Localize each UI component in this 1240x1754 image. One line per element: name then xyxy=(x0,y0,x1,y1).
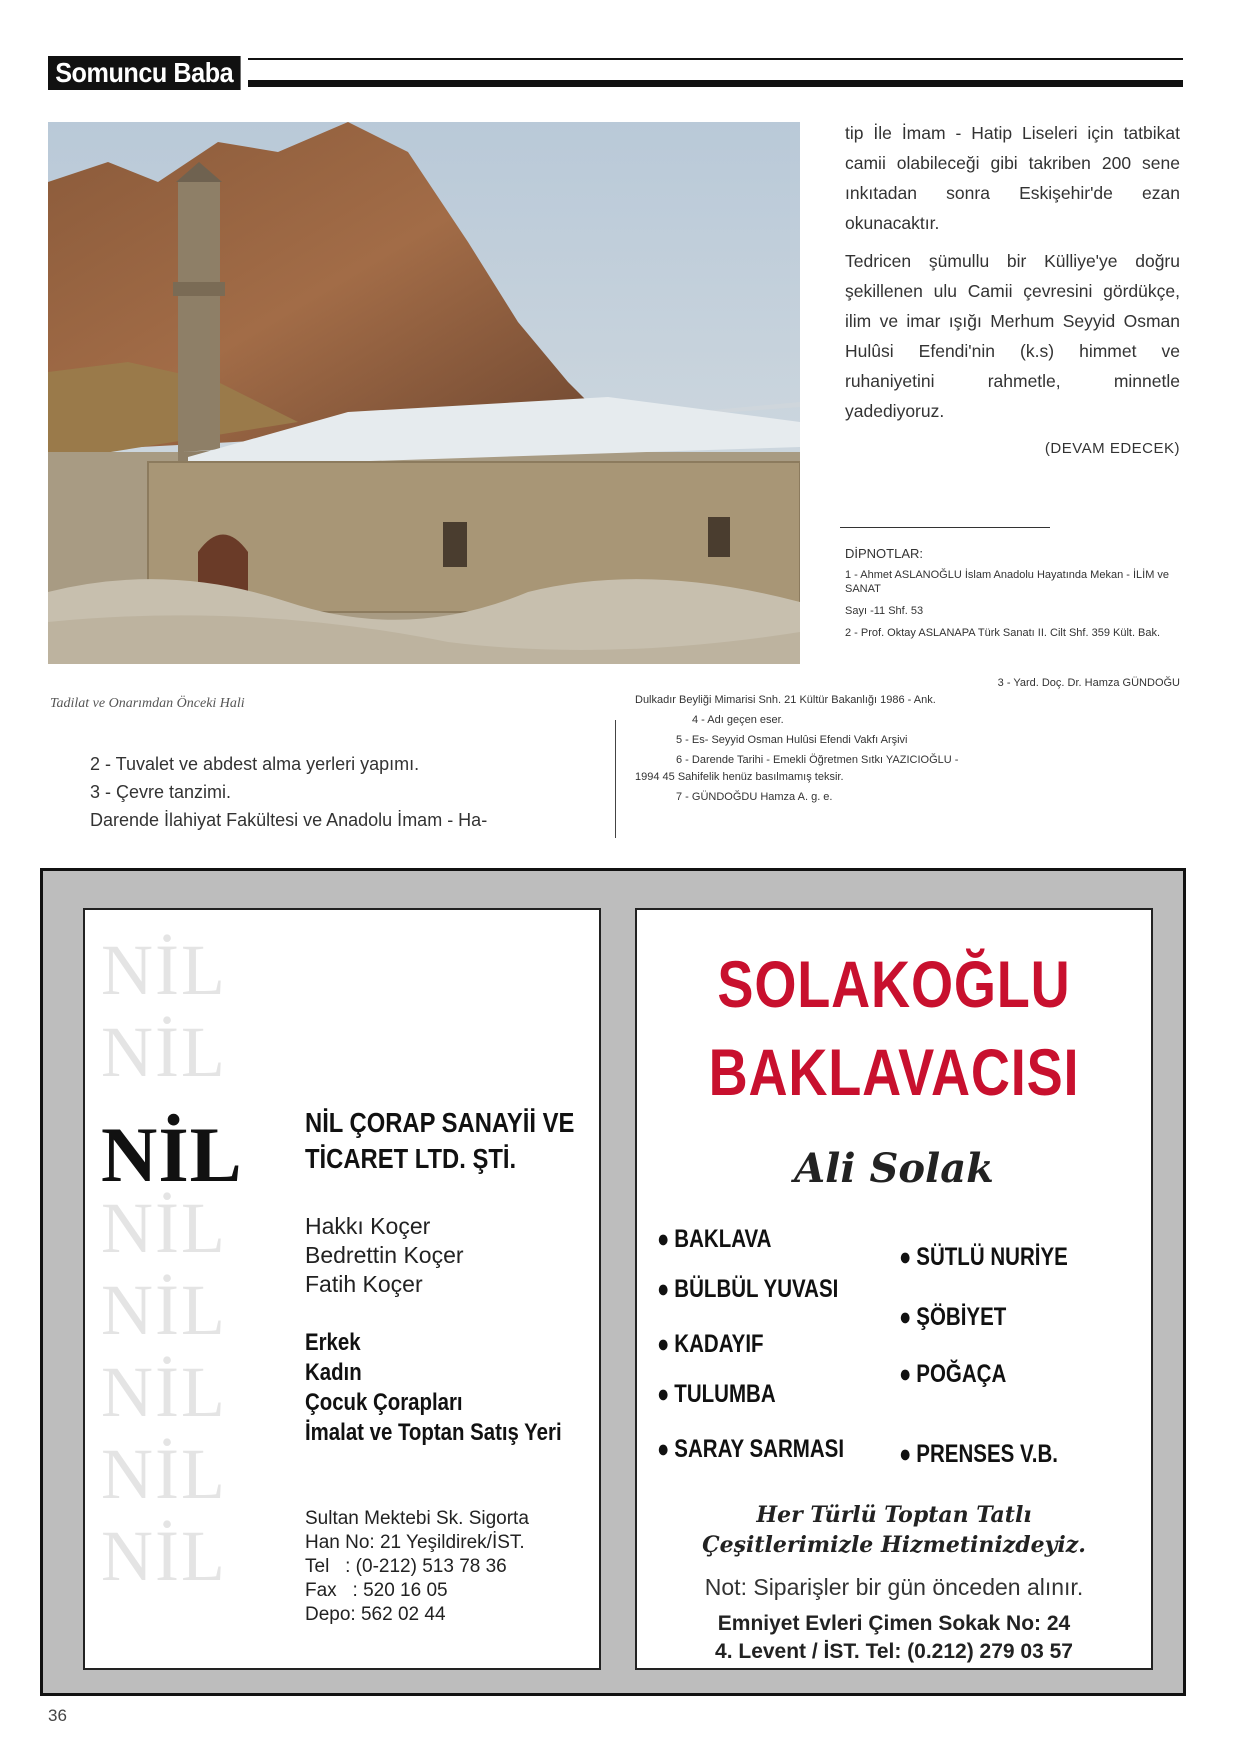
nil-company-name: NİL ÇORAP SANAYİİ VE TİCARET LTD. ŞTİ. xyxy=(305,1107,575,1174)
footnote: Sayı -11 Shf. 53 xyxy=(845,605,924,617)
nil-owner-names xyxy=(305,1212,464,1299)
title-line: BAKLAVACISI xyxy=(708,1035,1080,1109)
left-text-column xyxy=(90,750,590,834)
product-item: ● KADAYIF xyxy=(657,1330,764,1359)
product-item: ● ŞÖBİYET xyxy=(899,1303,1006,1332)
footnote-rule xyxy=(840,527,1050,528)
slogan-line: Çeşitlerimizle Hizmetinizdeyiz. xyxy=(702,1532,1086,1558)
footnote: 4 - Adı geçen eser. xyxy=(692,714,784,726)
owner-name: Fatih Koçer xyxy=(305,1271,423,1297)
owner-name: Hakkı Koçer xyxy=(305,1213,431,1239)
title-line: SOLAKOĞLU xyxy=(717,947,1071,1021)
solakoglu-slogan xyxy=(637,1500,1151,1560)
product-line: Erkek xyxy=(305,1329,361,1356)
nil-ghost-logo: NİL xyxy=(101,930,227,1010)
slogan-line: Her Türlü Toptan Tatlı xyxy=(756,1502,1032,1528)
footnote: 7 - GÜNDOĞDU Hamza A. g. e. xyxy=(676,791,833,803)
product-line: Kadın xyxy=(305,1359,362,1386)
photo-caption: Tadilat ve Onarımdan Önceki Hali xyxy=(50,696,245,711)
product-item: ● TULUMBA xyxy=(657,1380,776,1409)
nil-ghost-logo: NİL xyxy=(101,1270,227,1350)
nil-ghost-logo: NİL xyxy=(101,1012,227,1092)
footnote: 6 - Darende Tarihi - Emekli Öğretmen Sıtkı YAZICIOĞLU - xyxy=(676,754,959,766)
solakoglu-note: Not: Siparişler bir gün önceden alınır. xyxy=(704,1574,1084,1600)
body-line: Darende İlahiyat Fakültesi ve Anadolu İmam - Ha- xyxy=(90,810,488,830)
body-paragraph: Tedricen şümullu bir Külliye'ye doğru şekillenen ulu Camii çevresini gördükçe, ilim ve imar ışığı Merhum Seyyid Osman Hulûsi Efendi'nin (k.s) himmet ve ruhaniyetini rahmetle, minnetle yadediyoruz. xyxy=(845,251,1180,421)
footnote: 5 - Es- Seyyid Osman Hulûsi Efendi Vakfı Arşivi xyxy=(676,734,908,746)
product-line: İmalat ve Toptan Satış Yeri xyxy=(305,1419,562,1446)
product-item: ● BAKLAVA xyxy=(657,1225,771,1254)
owner-name: Bedrettin Koçer xyxy=(305,1242,464,1268)
masthead-thin-rule xyxy=(248,58,1183,60)
nil-ghost-logo: NİL xyxy=(101,1352,227,1432)
body-paragraph: tip İle İmam - Hatip Liseleri için tatbikat camii olabileceği gibi takriben 200 sene ınkıtadan sonra Eskişehir'de ezan okunacaktır. xyxy=(845,123,1180,233)
address-line: Tel : (0-212) 513 78 36 xyxy=(305,1556,507,1577)
product-item: ● SÜTLÜ NURİYE xyxy=(899,1243,1068,1272)
address-line: Han No: 21 Yeşildirek/İST. xyxy=(305,1532,525,1553)
mosque-photo-illustration xyxy=(48,122,800,664)
magazine-title: Somuncu Baba xyxy=(48,56,240,90)
right-text-column xyxy=(845,118,1180,464)
address-line: Depo: 562 02 44 xyxy=(305,1604,446,1625)
body-line: 3 - Çevre tanzimi. xyxy=(90,782,232,802)
product-item: ● POĞAÇA xyxy=(899,1360,1006,1389)
nil-ghost-logo: NİL xyxy=(101,1188,227,1268)
solakoglu-owner: Ali Solak xyxy=(794,1145,994,1192)
footnote: Dulkadır Beyliği Mimarisi Snh. 21 Kültür Bakanlığı 1986 - Ank. xyxy=(635,694,936,706)
solakoglu-address xyxy=(637,1610,1151,1666)
nil-logo: NİL xyxy=(101,1111,243,1198)
address-line: Sultan Mektebi Sk. Sigorta xyxy=(305,1508,529,1529)
product-item: ● SARAY SARMASI xyxy=(657,1435,844,1464)
address-line: Fax : 520 16 05 xyxy=(305,1580,448,1601)
nil-ghost-logo: NİL xyxy=(101,1516,227,1596)
page-number: 36 xyxy=(48,1706,67,1725)
nil-address xyxy=(305,1507,529,1627)
column-divider xyxy=(615,720,616,838)
footnotes-title: DİPNOTLAR: xyxy=(845,546,924,561)
address-line: Emniyet Evleri Çimen Sokak No: 24 xyxy=(717,1612,1071,1635)
nil-ghost-logo: NİL xyxy=(101,1434,227,1514)
footnote: 1 - Ahmet ASLANOĞLU İslam Anadolu Hayatında Mekan - İLİM ve SANAT xyxy=(845,569,1170,595)
solakoglu-title xyxy=(683,940,1104,1116)
footnote: 1994 45 Sahifelik henüz basılmamış teksir. xyxy=(635,771,844,783)
body-line: 2 - Tuvalet ve abdest alma yerleri yapımı. xyxy=(90,754,420,774)
continued-note: (DEVAM EDECEK) xyxy=(1044,440,1180,457)
product-line: Çocuk Çorapları xyxy=(305,1389,463,1416)
mosque-photo xyxy=(48,122,800,664)
address-line: 4. Levent / İST. Tel: (0.212) 279 03 57 xyxy=(715,1640,1073,1663)
solakoglu-advertisement xyxy=(635,908,1153,1670)
masthead xyxy=(48,54,1183,90)
footnote: 2 - Prof. Oktay ASLANAPA Türk Sanatı II. Cilt Shf. 359 Kült. Bak. xyxy=(845,627,1161,639)
nil-advertisement xyxy=(83,908,601,1670)
nil-products xyxy=(305,1328,611,1448)
footnote: 3 - Yard. Doç. Dr. Hamza GÜNDOĞU xyxy=(997,677,1180,689)
product-item: ● PRENSES V.B. xyxy=(899,1440,1058,1469)
product-item: ● BÜLBÜL YUVASI xyxy=(657,1275,838,1304)
masthead-thick-rule xyxy=(248,80,1183,87)
